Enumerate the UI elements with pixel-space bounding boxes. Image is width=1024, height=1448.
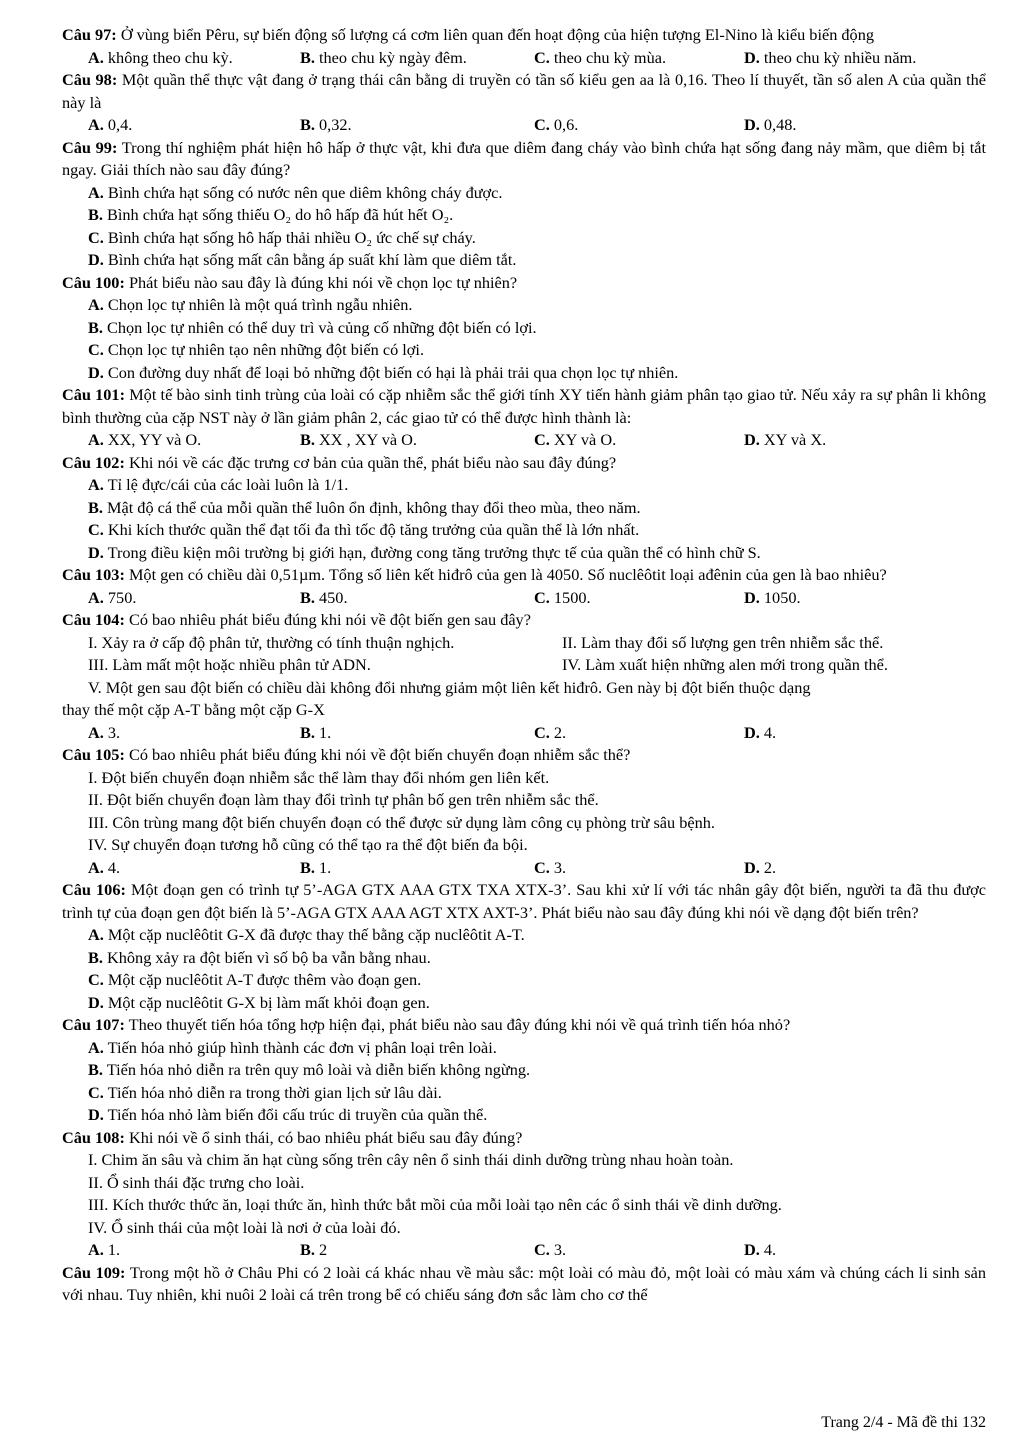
option-a: A. Bình chứa hạt sống có nước nên que diêm không cháy được. [88,182,503,202]
option-a: A. XX, YY và O. [88,430,202,449]
option-b: B. Chọn lọc tự nhiên có thể duy trì và củng cố những đột biến có lợi. [88,317,537,337]
question-number: Câu 102: [62,452,125,472]
question-108 [62,1127,986,1262]
page-footer: Trang 2/4 - Mã đề thi 132 [821,1414,986,1431]
option-d: D. Con đường duy nhất để loại bỏ những đột biến có hại là phải trải qua chọn lọc tự nhiên. [88,362,679,382]
option-b: B. Mật độ cá thể của mỗi quần thể luôn ổn định, không thay đổi theo mùa, theo năm. [88,497,641,517]
question-stem: Có bao nhiêu phát biểu đúng khi nói về đột biến chuyển đoạn nhiễm sắc thể? [128,745,631,764]
option-a: A. 0,4. [88,115,133,134]
options-row [62,114,986,137]
option-c: C. Bình chứa hạt sống hô hấp thải nhiều O₂ ức chế sự cháy. [88,227,476,247]
question-number: Câu 100: [62,272,125,292]
statement-row [62,632,986,655]
option-c: C. 0,6. [534,115,579,134]
option-d: D. 4. [744,1240,777,1259]
question-number: Câu 98: [62,70,118,89]
statement-2: II. Làm thay đổi số lượng gen trên nhiễm sắc thể. [562,632,884,652]
option-d: D. Tiến hóa nhỏ làm biến đổi cấu trúc di truyền của quần thể. [88,1105,488,1124]
question-stem: Một gen có chiều dài 0,51µm. Tổng số liên kết hiđrô của gen là 4050. Số nuclêôtit loại ađênin của gen là bao nhiêu? [128,565,887,584]
question-stem: Ở vùng biển Pêru, sự biến động số lượng cá cơm liên quan đến hoạt động của hiện tượng El-Nino là kiểu biến động [120,25,874,44]
question-number: Câu 108: [62,1127,125,1147]
option-d: D. 4. [744,722,777,742]
option-b: B. XX , XY và O. [300,430,417,449]
question-stem: Trong thí nghiệm phát hiện hô hấp ở thực vật, khi đưa que diêm đang cháy vào bình chứa hạt sống đang nảy mầm, que diêm bị tắt ngay. Giải thích nào sau đây đúng? [62,137,987,179]
option-a: A. 1. [88,1240,121,1259]
option-d: D. XY và X. [744,430,827,449]
question-number: Câu 103: [62,565,125,584]
statement-3: III. Kích thước thức ăn, loại thức ăn, hình thức bắt mồi của mỗi loài tạo nên các ổ sinh thái về dinh dưỡng. [88,1195,782,1214]
option-a: A. không theo chu kỳ. [88,47,233,67]
question-stem: Theo thuyết tiến hóa tổng hợp hiện đại, phát biểu nào sau đây đúng khi nói về quá trình tiến hóa nhỏ? [128,1015,791,1034]
question-number: Câu 99: [62,137,118,157]
question-109 [62,1262,986,1307]
option-d: D. 0,48. [744,115,797,134]
statement-1: I. Xảy ra ở cấp độ phân tử, thường có tính thuận nghịch. [88,632,455,652]
options-row [62,722,986,745]
question-100 [62,272,986,385]
question-99 [62,137,986,272]
option-b: B. 1. [300,722,332,742]
question-stem: Phát biểu nào sau đây là đúng khi nói về chọn lọc tự nhiên? [128,272,518,292]
question-106 [62,879,986,1014]
question-105 [62,744,986,879]
option-a: A. 750. [88,587,137,607]
option-d: D. Trong điều kiện môi trường bị giới hạn, đường cong tăng trưởng thực tế của quần thể có hình chữ S. [88,542,761,562]
option-b: B. theo chu kỳ ngày đêm. [300,47,467,67]
option-b: B. 2 [300,1240,328,1259]
question-number: Câu 105: [62,745,125,764]
statement-3: III. Làm mất một hoặc nhiều phân tử ADN. [88,655,371,674]
statement-4: IV. Làm xuất hiện những alen mới trong quần thể. [562,655,888,674]
question-number: Câu 97: [62,25,117,44]
question-103 [62,564,986,609]
option-a: A. Một cặp nuclêôtit G-X đã được thay thế bằng cặp nuclêôtit A-T. [88,925,525,944]
statement-4: IV. Sự chuyển đoạn tương hỗ cũng có thể tạo ra thể đột biến đa bội. [88,835,528,854]
statement-1: I. Chim ăn sâu và chim ăn hạt cùng sống trên cây nên ổ sinh thái dinh dưỡng trùng nhau hoàn toàn. [88,1150,734,1169]
option-b: B. 450. [300,587,348,607]
statement-2: II. Ổ sinh thái đặc trưng cho loài. [88,1172,305,1192]
option-d: D. theo chu kỳ nhiều năm. [744,47,917,67]
option-a: A. Chọn lọc tự nhiên là một quá trình ngẫu nhiên. [88,295,413,314]
statement-row [62,654,986,677]
option-a: A. 4. [88,857,121,877]
statement-4: IV. Ổ sinh thái của một loài là nơi ở của loài đó. [88,1217,401,1237]
question-stem: Khi nói về các đặc trưng cơ bản của quần thể, phát biểu nào sau đây đúng? [128,452,617,472]
question-104 [62,609,986,744]
option-b: B. Tiến hóa nhỏ diễn ra trên quy mô loài và diễn biến không ngừng. [88,1060,531,1079]
question-stem: Có bao nhiêu phát biểu đúng khi nói về đột biến gen sau đây? [128,610,531,629]
question-102 [62,452,986,565]
question-number: Câu 106: [62,880,126,899]
question-stem: Một đoạn gen có trình tự 5’-AGA GTX AAA GTX TXA XTX-3’. Sau khi xử lí với tác nhân gây đột biến, người ta đã thu được trình tự của đoạn gen đột biến là 5’-AGA GTX AAA AGT XTX AXT-3’. Phát biểu nào sau đây đúng khi nói về dạng đột biến trên? [62,880,987,922]
option-d: D. Bình chứa hạt sống mất cân bằng áp suất khí làm que diêm tắt. [88,250,517,269]
options-row [62,857,986,880]
option-a: A. 3. [88,722,121,742]
option-b: B. Không xảy ra đột biến vì số bộ ba vẫn bằng nhau. [88,947,431,967]
option-b: B. 1. [300,857,332,877]
option-c: C. 2. [534,722,567,742]
options-row [62,47,986,70]
statement-1: I. Đột biến chuyển đoạn nhiễm sắc thể làm thay đổi nhóm gen liên kết. [88,767,550,787]
question-stem: Một tế bào sinh tinh trùng của loài có cặp nhiễm sắc thể giới tính XY tiến hành giảm phân tạo giao tử. Nếu xảy ra sự phân li không bình thường của cặp NST này ở lần giảm phân 2, các giao tử có thể được hình thành là: [62,385,986,427]
option-c: C. Chọn lọc tự nhiên tạo nên những đột biến có lợi. [88,340,425,359]
options-row [62,429,986,452]
question-97 [62,24,986,69]
question-number: Câu 107: [62,1015,125,1034]
statement-2: II. Đột biến chuyển đoạn làm thay đổi trình tự phân bố gen trên nhiễm sắc thể. [88,790,599,809]
option-c: C. Khi kích thước quần thể đạt tối đa thì tốc độ tăng trưởng của quần thể là lớn nhất. [88,520,640,539]
question-number: Câu 101: [62,385,125,404]
option-a: A. Tỉ lệ đực/cái của các loài luôn là 1/1. [88,475,349,494]
option-c: C. Một cặp nuclêôtit A-T được thêm vào đoạn gen. [88,970,422,989]
option-c: C. 3. [534,1240,567,1259]
option-c: C. 1500. [534,587,591,607]
statement-5: V. Một gen sau đột biến có chiều dài không đổi nhưng giảm một liên kết hiđrô. Gen này bị đột biến thuộc dạng [88,677,811,697]
options-row [62,587,986,610]
option-d: D. Một cặp nuclêôtit G-X bị làm mất khỏi đoạn gen. [88,992,430,1012]
option-d: D. 2. [744,857,777,877]
question-number: Câu 104: [62,610,125,629]
question-stem: Một quần thể thực vật đang ở trạng thái cân bằng di truyền có tần số kiểu gen aa là 0,16. Theo lí thuyết, tần số alen A của quần thể này là [62,70,986,112]
option-a: A. Tiến hóa nhỏ giúp hình thành các đơn vị phân loại trên loài. [88,1037,497,1057]
question-number: Câu 109: [62,1262,126,1282]
question-98 [62,69,986,137]
question-stem: Khi nói về ổ sinh thái, có bao nhiêu phát biểu sau đây đúng? [128,1127,523,1147]
option-c: C. Tiến hóa nhỏ diễn ra trong thời gian lịch sử lâu dài. [88,1082,442,1102]
statement-3: III. Côn trùng mang đột biến chuyển đoạn có thể được sử dụng làm công cụ phòng trừ sâu bệnh. [88,812,715,832]
option-c: C. theo chu kỳ mùa. [534,47,667,67]
option-b: B. Bình chứa hạt sống thiếu O₂ do hô hấp đã hút hết O₂. [88,205,454,224]
options-row [62,1239,986,1262]
option-c: C. XY và O. [534,430,617,449]
option-d: D. 1050. [744,587,801,607]
question-107 [62,1014,986,1127]
statement-5-continued: thay thế một cặp A-T bằng một cặp G-X [62,700,325,719]
question-stem: Trong một hồ ở Châu Phi có 2 loài cá khác nhau về màu sắc: một loài có màu đỏ, một loài có màu xám và chúng cách li sinh sản với nhau. Tuy nhiên, khi nuôi 2 loài cá trên trong bể có chiếu sáng đơn sắc làm cho cơ thể [62,1262,986,1304]
option-c: C. 3. [534,857,567,877]
option-b: B. 0,32. [300,115,352,134]
question-101 [62,384,986,452]
